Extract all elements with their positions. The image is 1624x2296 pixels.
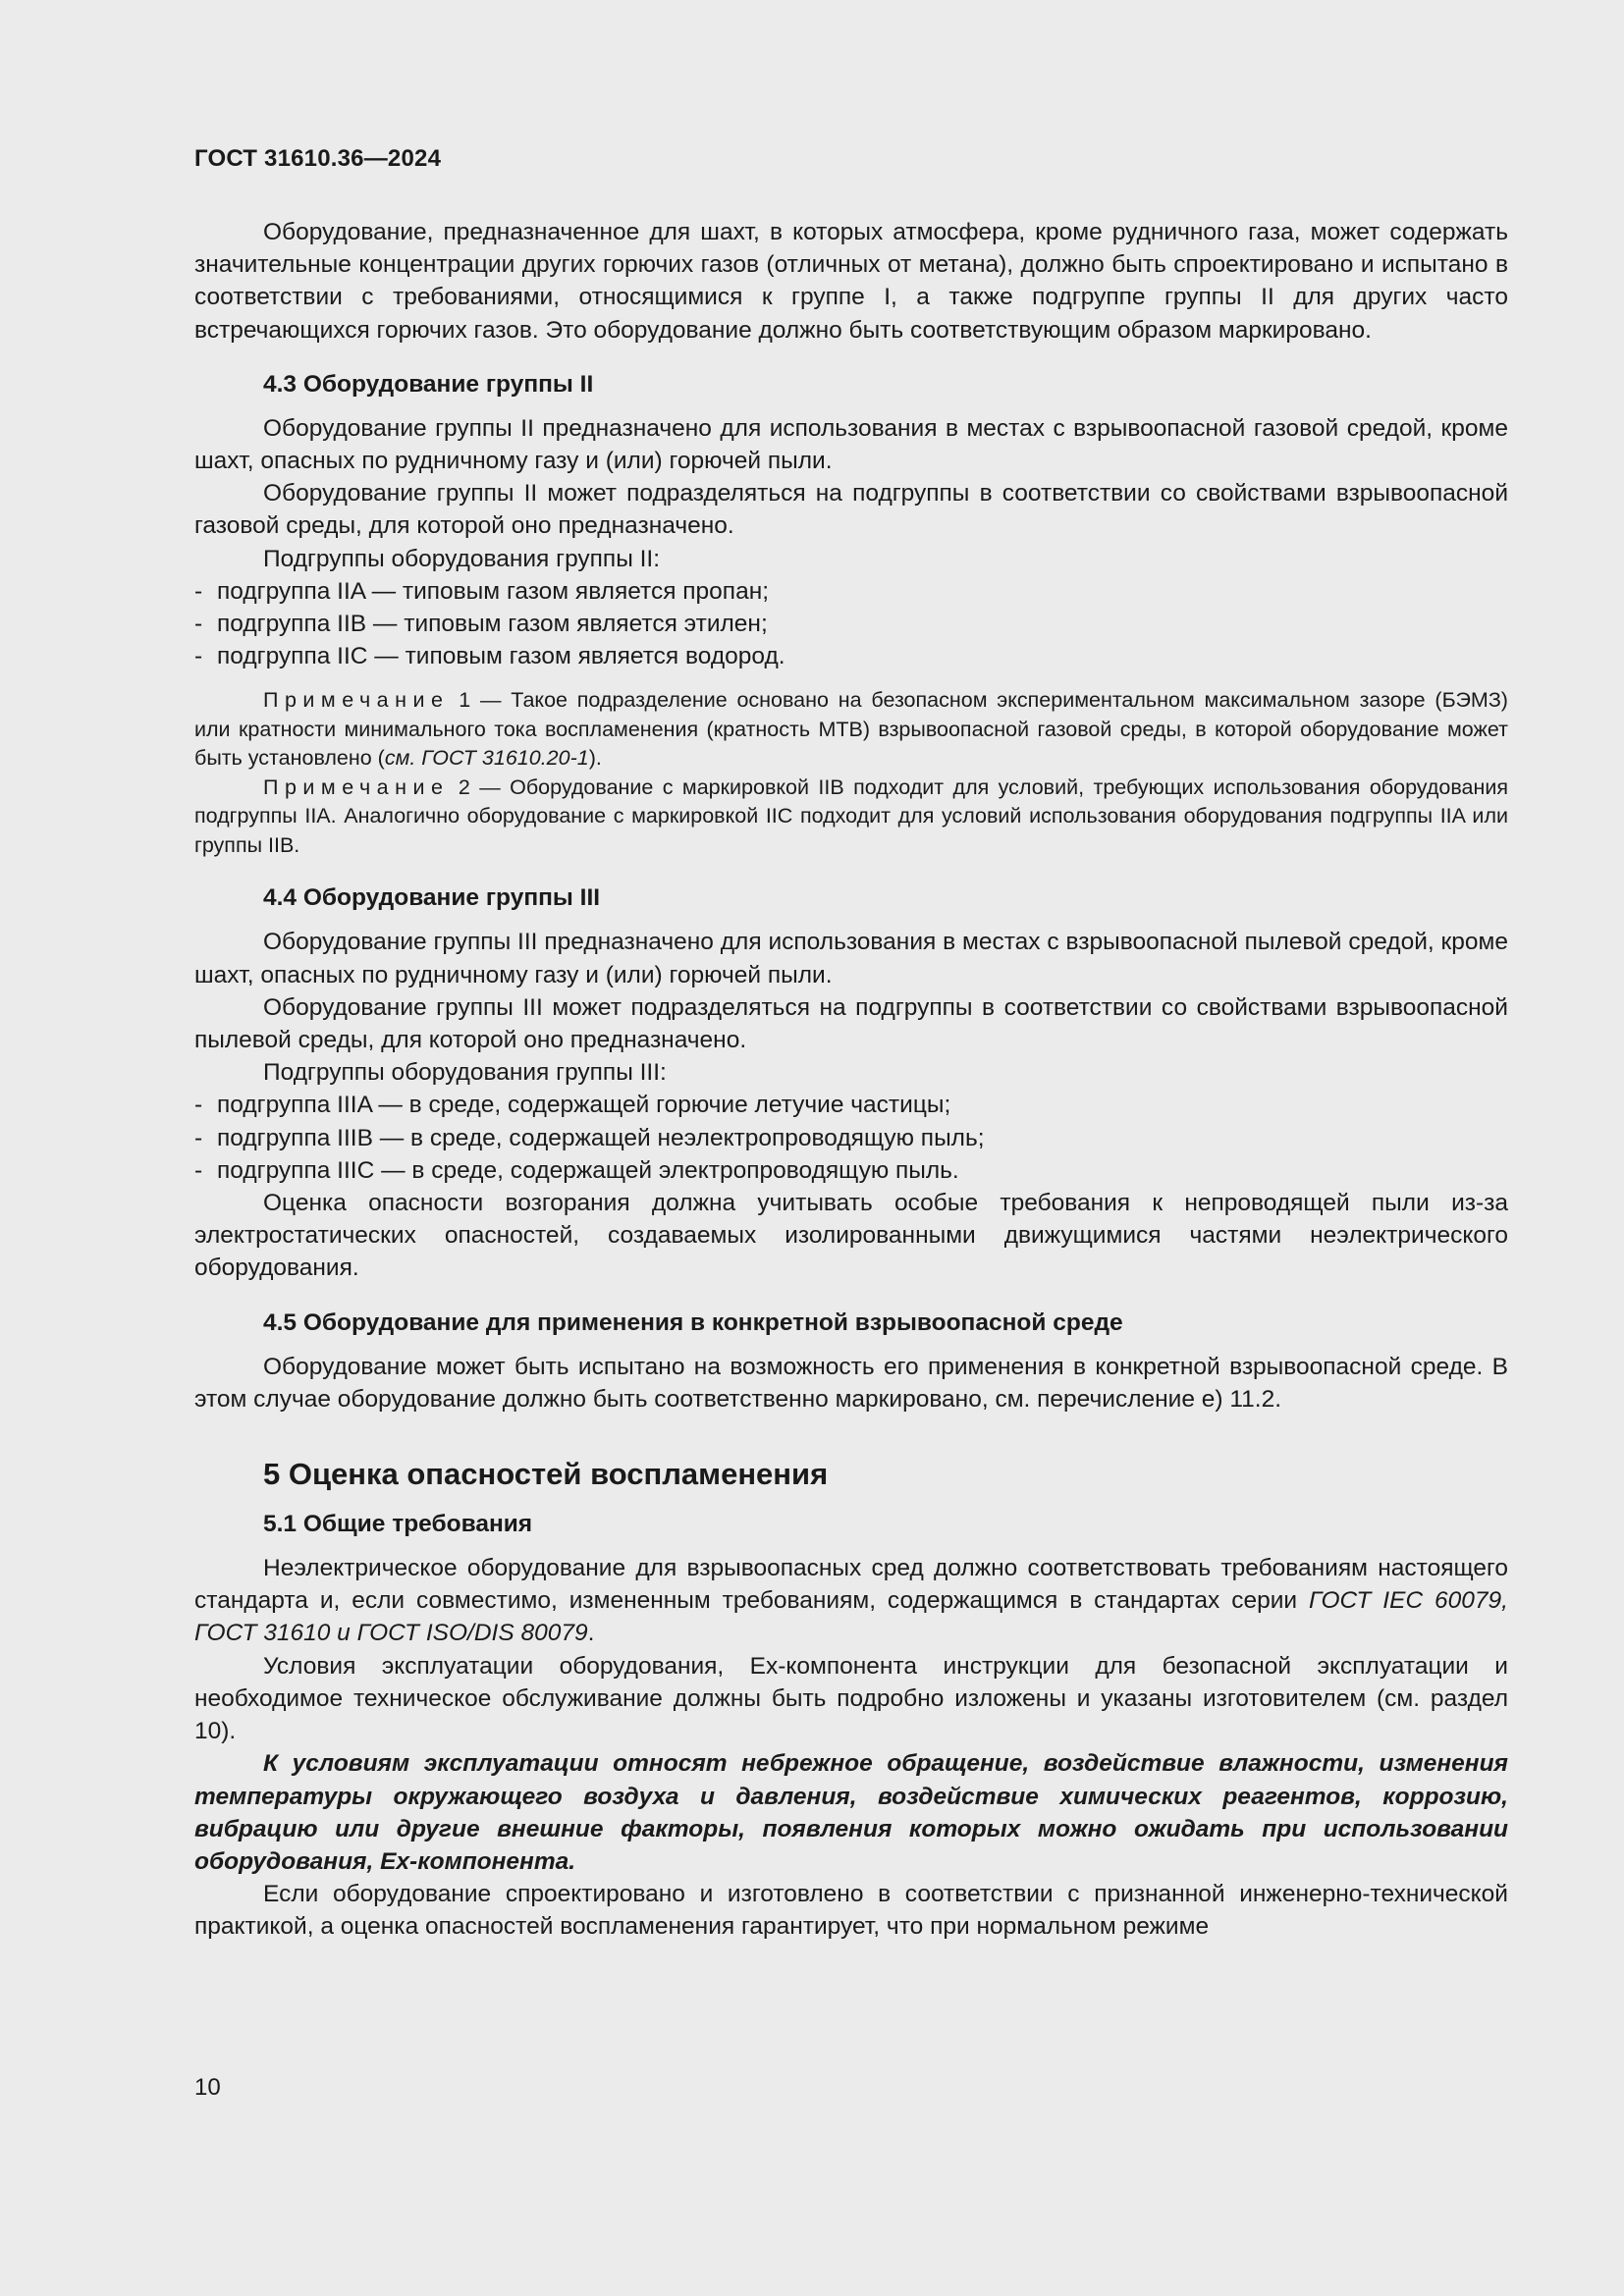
section-4-4-paragraph-3: Подгруппы оборудования группы III: [263, 1059, 667, 1087]
section-4-3-paragraph-2: Оборудование группы II может подразделяться на подгруппы в соответствии со свойствами взрывоопасной газовой среды, для которой оно предназначено. [194, 480, 1508, 540]
list-item: - подгруппа IIA — типовым газом является пропан; [194, 577, 770, 605]
section-4-3-heading: 4.3 Оборудование группы II [263, 370, 594, 398]
section-5-1-paragraph-1: Неэлектрическое оборудование для взрывоопасных сред должно соответствовать требованиям настоящего стандарта и, если совместимо, измененным требованиям, содержащимся в стандартах серии ГОСТ IEC 60079, ГОСТ 31610 и ГОСТ ISO/DIS 80079. [194, 1555, 1508, 1647]
section-4-5-paragraph-1: Оборудование может быть испытано на возможность его применения в конкретной взрывоопасной среде. В этом случае оборудование должно быть соответственно маркировано, см. перечисление e) 11.2. [194, 1353, 1508, 1413]
section-5-1-paragraph-3: К условиям эксплуатации относят небрежное обращение, воздействие влажности, изменения температуры окружающего воздуха и давления, воздействие химических реагентов, коррозию, вибрацию или другие внешние факторы, появления которых можно ожидать при использовании оборудования, Ex-компонента. [194, 1750, 1508, 1875]
page-number: 10 [194, 2074, 221, 2101]
document-header: ГОСТ 31610.36—2024 [194, 145, 442, 172]
note-2: Примечание 2 — Оборудование с маркировкой IIB подходит для условий, требующих использования оборудования подгруппы IIA. Аналогично оборудование с маркировкой IIC подходит для условий использования оборудования подгруппы IIA или группы IIB. [194, 774, 1508, 857]
standards-reference: ГОСТ IEC 60079, ГОСТ 31610 и ГОСТ ISO/DIS 80079 [194, 1587, 1508, 1647]
note-reference: см. ГОСТ 31610.20-1 [384, 746, 589, 771]
section-4-4-heading: 4.4 Оборудование группы III [263, 884, 601, 912]
section-4-4-paragraph-4: Оценка опасности возгорания должна учитывать особые требования к непроводящей пыли из-за электростатических опасностей, создаваемых изолированными движущимися частями неэлектрического оборудования. [194, 1190, 1508, 1282]
intro-paragraph: Оборудование, предназначенное для шахт, в которых атмосфера, кроме рудничного газа, может содержать значительные концентрации других горючих газов (отличных от метана), должно быть спроектировано и испытано в соответствии с требованиями, относящимися к группе I, а также подгруппе группы II для других часто встречающихся горючих газов. Это оборудование должно быть соответствующим образом маркировано. [194, 219, 1508, 344]
document-page [194, 145, 1508, 1944]
section-4-3-paragraph-3: Подгруппы оборудования группы II: [263, 545, 661, 572]
note-label: Примечание [263, 688, 450, 713]
section-4-3-paragraph-1: Оборудование группы II предназначено для использования в местах с взрывоопасной газовой средой, кроме шахт, опасных по рудничному газу и (или) горючей пыли. [194, 414, 1508, 475]
list-item: - подгруппа IIB — типовым газом является этилен; [194, 611, 768, 638]
note-label: Примечание [263, 774, 450, 799]
section-5-1-paragraph-2: Условия эксплуатации оборудования, Ex-компонента инструкции для безопасной эксплуатации и необходимое техническое обслуживание должны быть подробно изложены и указаны изготовителем (см. раздел 10). [194, 1652, 1508, 1745]
section-5-heading: 5 Оценка опасностей воспламенения [263, 1457, 829, 1492]
section-5-1-paragraph-4: Если оборудование спроектировано и изготовлено в соответствии с признанной инженерно-технической практикой, а оценка опасностей воспламенения гарантирует, что при нормальном режиме [194, 1881, 1508, 1941]
list-item: - подгруппа IIIA — в среде, содержащей горючие летучие частицы; [194, 1092, 951, 1119]
section-4-5-heading: 4.5 Оборудование для применения в конкретной взрывоопасной среде [263, 1308, 1123, 1336]
section-4-4-paragraph-1: Оборудование группы III предназначено для использования в местах с взрывоопасной пылевой средой, кроме шахт, опасных по рудничному газу и (или) горючей пыли. [194, 929, 1508, 988]
section-5-1-heading: 5.1 Общие требования [263, 1511, 533, 1538]
list-item: - подгруппа IIC — типовым газом является водород. [194, 643, 785, 670]
list-item: - подгруппа IIIC — в среде, содержащей электропроводящую пыль. [194, 1156, 959, 1184]
list-item: - подгруппа IIIB — в среде, содержащей неэлектропроводящую пыль; [194, 1124, 985, 1151]
note-1: Примечание 1 — Такое подразделение основано на безопасном экспериментальном максимальном зазоре (БЭМЗ) или кратности минимального тока воспламенения (кратность МТВ) взрывоопасной газовой среды, в которой оборудование может быть установлено (см. ГОСТ 31610.20-1). [194, 688, 1508, 771]
section-4-4-paragraph-2: Оборудование группы III может подразделяться на подгруппы в соответствии со свойствами взрывоопасной пылевой среды, для которой оно предназначено. [194, 993, 1508, 1054]
